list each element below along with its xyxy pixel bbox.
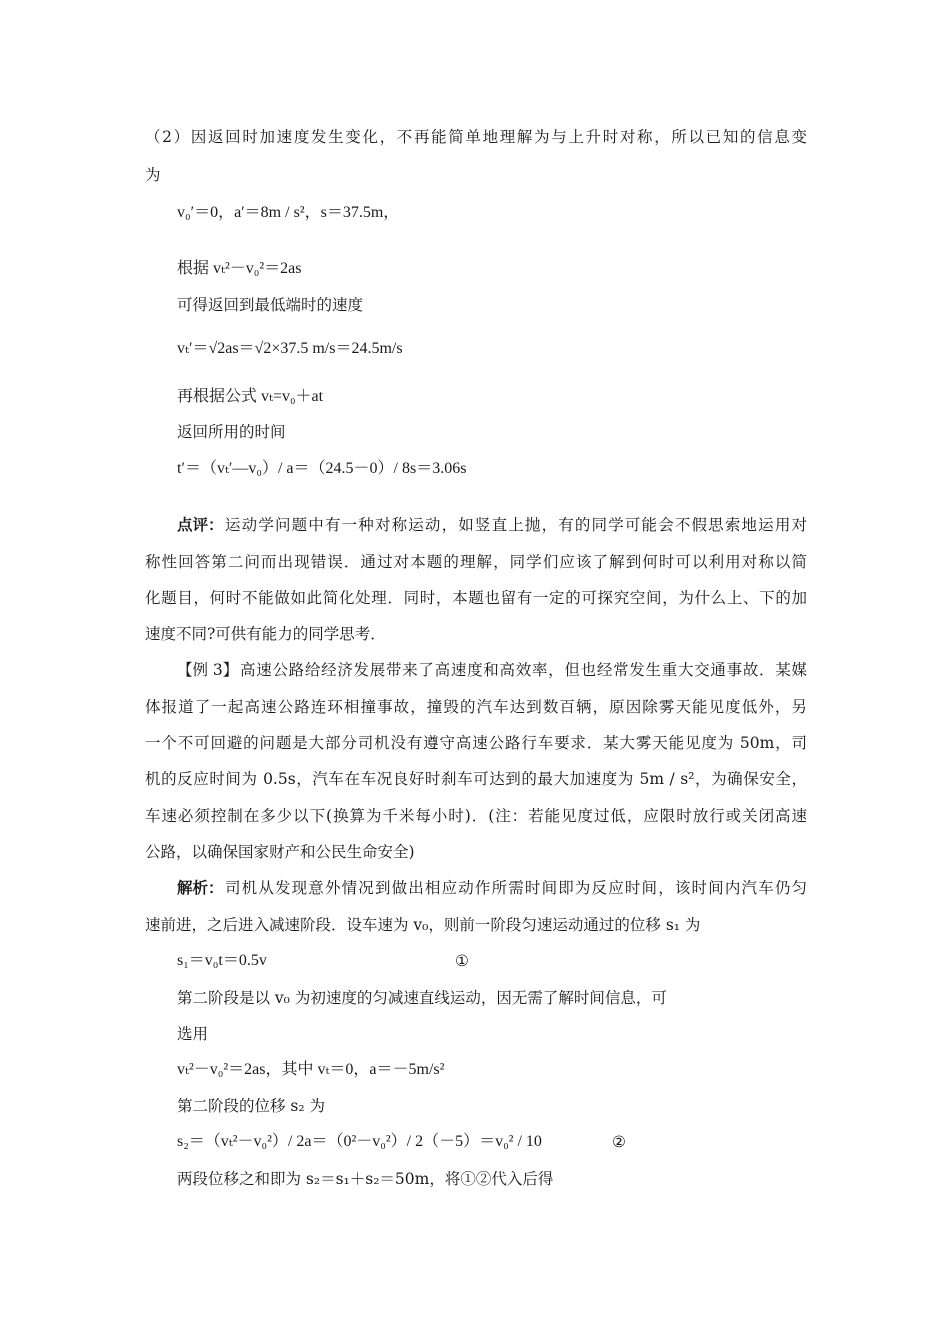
formula-line: s₂＝（vₜ²－v₀²）/ 2a＝（0²－v₀²）/ 2（－5）＝v₀² / 10 [177, 1133, 542, 1150]
paragraph-line: 公路，以确保国家财产和公民生命安全) [145, 843, 415, 861]
paragraph-line: 为 [145, 166, 161, 184]
paragraph-line: 可得返回到最低端时的速度 [177, 296, 364, 314]
paragraph-line: 速前进，之后进入减速阶段．设车速为 v₀，则前一阶段匀速运动通过的位移 s₁ 为 [145, 916, 701, 934]
paragraph-line: 速度不同?可供有能力的同学思考． [145, 625, 386, 643]
formula-line: t′＝（vₜ′—v₀）/ a＝（24.5－0）/ 8s＝3.06s [177, 460, 467, 477]
paragraph-line: 一个不可回避的问题是大部分司机没有遵守高速公路行车要求．某大雾天能见度为 50m，司 [145, 734, 807, 752]
formula-line: vₜ²－v₀²＝2as，其中 vₜ＝0，a＝－5m/s² [177, 1061, 445, 1078]
formula-line: v₀′＝0，a′＝8m / s²，s＝37.5m， [177, 204, 400, 221]
paragraph-line: 第二阶段是以 v₀ 为初速度的匀减速直线运动，因无需了解时间信息，可 [177, 989, 667, 1007]
paragraph-line: 机的反应时间为 0.5s，汽车在车况良好时刹车可达到的最大加速度为 5m / s²，为确保安全， [145, 770, 807, 788]
paragraph-line: 运动学问题中有一种对称运动，如竖直上抛，有的同学可能会不假思索地运用对 [225, 516, 807, 534]
paragraph-line: 返回所用的时间 [177, 423, 286, 441]
formula-line: 再根据公式 vₜ=v₀＋at [177, 388, 324, 405]
paragraph-line: 高速公路给经济发展带来了高速度和高效率，但也经常发生重大交通事故．某媒 [240, 661, 807, 679]
example-label: 【例 3】 [177, 661, 239, 679]
paragraph-line: 车速必须控制在多少以下(换算为千米每小时)．(注：若能见度过低，应限时放行或关闭高速 [145, 807, 807, 825]
paragraph-line: 体报道了一起高速公路连环相撞事故，撞毁的汽车达到数百辆，原因除雾天能见度低外，另 [145, 698, 807, 716]
formula-line: vₜ′＝√2as＝√2×37.5 m/s＝24.5m/s [177, 340, 403, 357]
formula-line: 根据 vₜ²－v₀²＝2as [177, 260, 302, 277]
paragraph-line: 第二阶段的位移 s₂ 为 [177, 1097, 326, 1115]
comment-label: 点评： [177, 515, 224, 534]
paragraph-line: 选用 [177, 1025, 209, 1043]
paragraph-line: 化题目，何时不能做如此简化处理．同时，本题也留有一定的可探究空间，为什么上、下的加 [145, 589, 807, 607]
paragraph-line: 司机从发现意外情况到做出相应动作所需时间即为反应时间，该时间内汽车仍匀 [225, 879, 807, 897]
paragraph-line: 称性回答第二问而出现错误．通过对本题的理解，同学们应该了解到何时可以利用对称以简 [145, 553, 807, 571]
solution-label: 解析： [177, 878, 224, 897]
formula-line: s₁＝v₀t＝0.5v [177, 952, 267, 969]
paragraph-line: （2）因返回时加速度发生变化，不再能简单地理解为与上升时对称，所以已知的信息变 [145, 128, 807, 146]
equation-number: ① [455, 952, 469, 970]
paragraph-line: 两段位移之和即为 s₂＝s₁＋s₂＝50m，将①②代入后得 [177, 1170, 554, 1188]
equation-number: ② [612, 1133, 626, 1151]
